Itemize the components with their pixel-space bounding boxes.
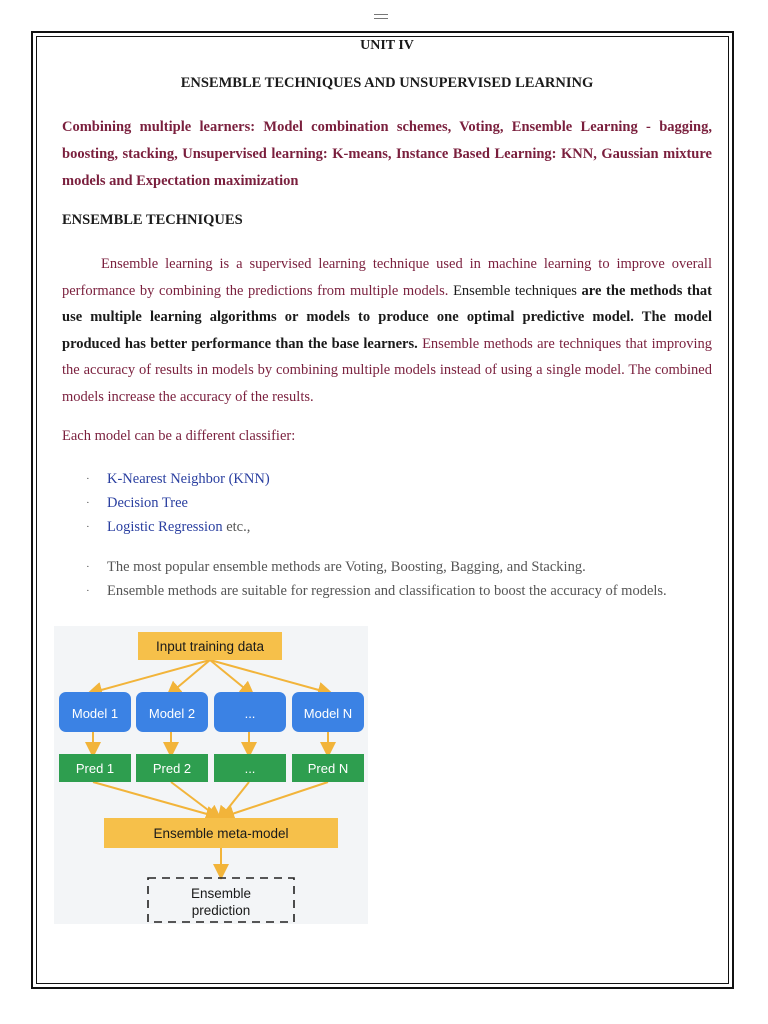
model-node-label: Model N	[303, 706, 353, 721]
chapter-title: ENSEMBLE TECHNIQUES AND UNSUPERVISED LEARNING	[180, 75, 594, 91]
model-to-pred-arrows	[93, 732, 328, 750]
input-arrows	[94, 660, 326, 692]
classifier-link[interactable]: Decision Tree	[107, 494, 188, 511]
bullet-icon: ·	[86, 496, 90, 509]
meta-model-label: Ensemble meta-model	[153, 826, 289, 841]
list-item	[62, 467, 712, 491]
list-item	[62, 491, 712, 515]
document-body	[62, 37, 712, 603]
classifier-link[interactable]: Logistic Regression	[107, 518, 223, 535]
output-label-line2: prediction	[191, 903, 251, 918]
unit-title: UNIT IV	[360, 38, 414, 53]
classifier-list	[62, 467, 712, 539]
classifier-intro: Each model can be a different classifier:	[62, 427, 296, 444]
notes-list	[62, 555, 712, 603]
model-node-label: Model 1	[71, 706, 119, 721]
para-part-1: Ensemble learning is a supervised learning technique used in machine learning to improve overall performance by combining the predictions from multiple models.	[62, 256, 712, 299]
ensemble-diagram	[54, 626, 368, 924]
section-heading: ENSEMBLE TECHNIQUES	[62, 212, 243, 228]
input-node-label: Input training data	[155, 639, 265, 654]
syllabus-summary: Combining multiple learners: Model combination schemes, Voting, Ensemble Learning - bagging, boosting, stacking, Unsupervised learning: K-means, Instance Based Learning: KNN, Gaussian mixture models and Expectation maximization	[62, 119, 712, 189]
bullet-icon: ·	[86, 584, 90, 597]
para-bold-definition: are the methods that use multiple learning algorithms or models to produce one optimal predictive model. The model produced has better performance than the base learners.	[62, 282, 712, 352]
pred-node-label: Pred N	[307, 761, 349, 776]
bullet-icon: ·	[86, 472, 90, 485]
classifier-link[interactable]: K-Nearest Neighbor (KNN)	[107, 470, 270, 487]
model-node-label: Model 2	[148, 706, 196, 721]
list-item	[62, 555, 712, 579]
intro-paragraph	[62, 251, 712, 411]
output-label-line1: Ensemble	[190, 886, 252, 901]
page-top-mark	[374, 14, 388, 19]
pred-node-label: ...	[244, 761, 256, 776]
list-item	[62, 579, 712, 603]
para-part-3: Ensemble methods are techniques that improving the accuracy of results in models by combining multiple models instead of using a single model. The combined models increase the accuracy of the results.	[62, 335, 712, 405]
note-text: The most popular ensemble methods are Voting, Boosting, Bagging, and Stacking.	[107, 558, 586, 575]
para-part-2: Ensemble techniques	[448, 282, 582, 299]
pred-node-label: Pred 2	[152, 761, 192, 776]
ensemble-diagram-svg	[54, 626, 368, 924]
model-node-label: ...	[244, 706, 256, 721]
bullet-icon: ·	[86, 560, 90, 573]
bullet-icon: ·	[86, 520, 90, 533]
list-item	[62, 515, 712, 539]
pred-node-label: Pred 1	[75, 761, 115, 776]
etc-suffix: etc.,	[222, 518, 251, 535]
note-text: Ensemble methods are suitable for regression and classification to boost the accuracy of models.	[107, 582, 667, 599]
